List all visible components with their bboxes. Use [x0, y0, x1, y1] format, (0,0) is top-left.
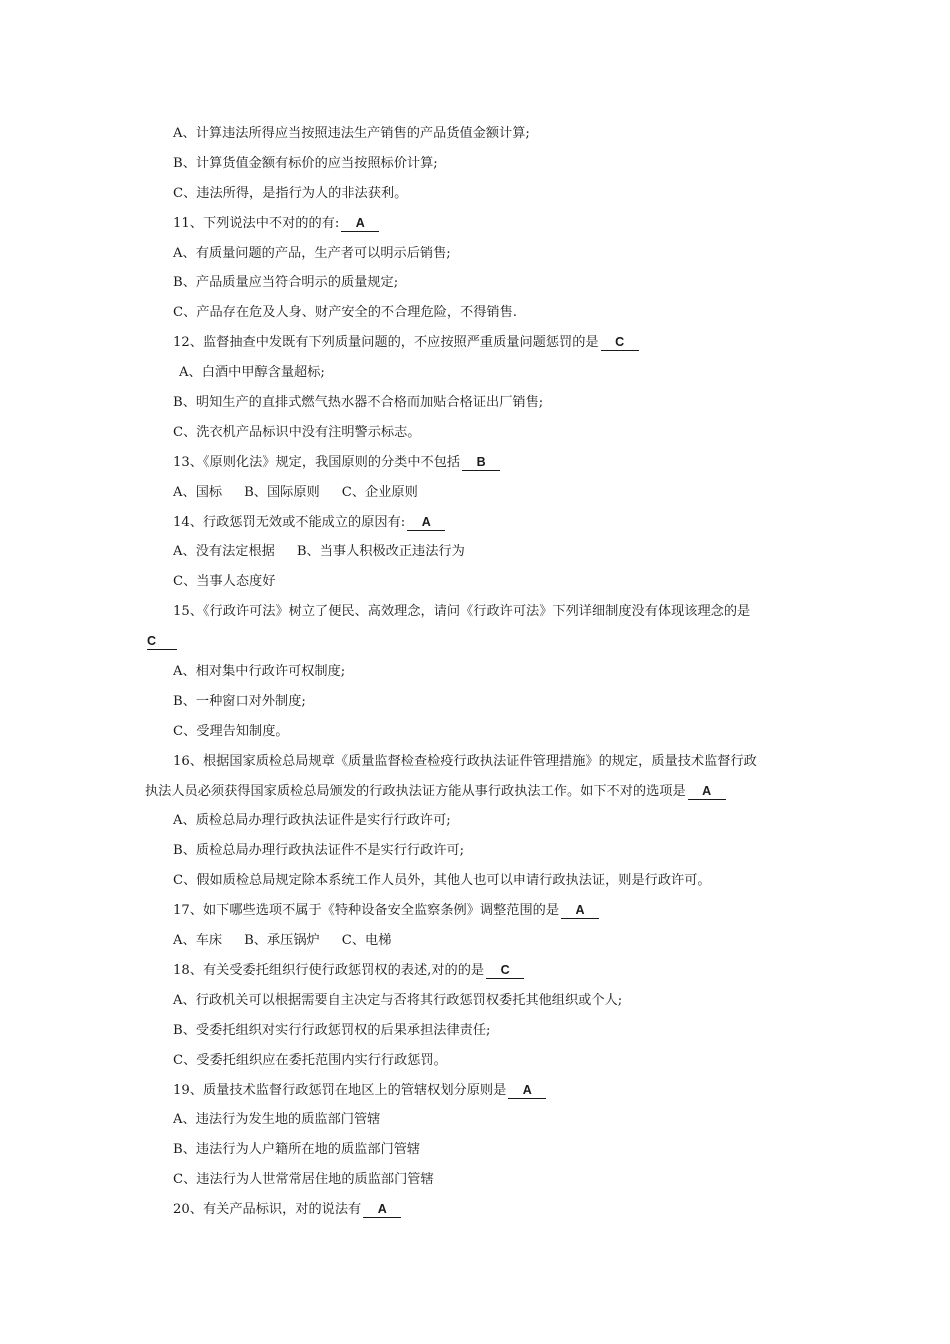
- option-line: [145, 1016, 815, 1046]
- option-text: A、没有法定根据: [173, 544, 275, 560]
- question-line: [145, 747, 815, 777]
- question-text: 13、《原则化法》规定，我国原则的分类中不包括: [173, 454, 461, 470]
- question-line: [145, 597, 815, 627]
- question-line: [145, 1076, 815, 1106]
- question-text: 17、如下哪些选项不属于《特种设备安全监察条例》调整范围的是: [173, 903, 560, 919]
- line-text: B、明知生产的直排式燃气热水器不合格而加贴合格证出厂销售;: [173, 395, 544, 411]
- line-text: B、一种窗口对外制度;: [173, 693, 306, 709]
- answer-blank: A: [407, 515, 445, 531]
- option-line: [145, 836, 815, 866]
- option-line: [145, 239, 815, 269]
- answer-blank: A: [508, 1083, 546, 1099]
- answer-blank: A: [363, 1202, 401, 1218]
- question-line: [145, 508, 815, 538]
- option-line: [145, 119, 815, 149]
- question-list: [145, 119, 815, 1225]
- line-text: A、计算违法所得应当按照违法生产销售的产品货值金额计算;: [173, 126, 530, 141]
- line-text: A、质检总局办理行政执法证件是实行行政许可;: [173, 813, 451, 829]
- option-line: [145, 149, 815, 179]
- option-line: [145, 986, 815, 1016]
- option-line: [145, 806, 815, 836]
- line-text: A、白酒中甲醇含量超标;: [179, 365, 325, 381]
- option-text: C、企业原则: [341, 484, 418, 500]
- question-text: 19、质量技术监督行政惩罚在地区上的管辖权划分原则是: [173, 1082, 507, 1098]
- question-text: 11、下列说法中不对的的有:: [173, 215, 340, 231]
- line-text: B、受委托组织对实行行政惩罚权的后果承担法律责任;: [173, 1022, 491, 1038]
- question-continuation: [145, 777, 815, 807]
- line-text: C、假如质检总局规定除本系统工作人员外，其他人也可以申请行政执法证，则是行政许可。: [173, 873, 711, 889]
- line-text: B、产品质量应当符合明示的质量规定;: [173, 275, 399, 291]
- question-text: 16、根据国家质检总局规章《质量监督检查检疫行政执法证件管理措施》的规定，质量技术监督行政: [173, 753, 757, 769]
- line-text: B、计算货值金额有标价的应当按照标价计算;: [173, 155, 438, 171]
- answer-blank: C: [486, 963, 524, 979]
- option-line: [145, 358, 815, 388]
- option-line: [145, 1135, 815, 1165]
- option-text: B、当事人积极改正违法行为: [296, 544, 465, 560]
- option-line: [145, 1165, 815, 1195]
- option-row: [145, 478, 815, 508]
- question-line: [145, 1195, 815, 1225]
- question-line: [145, 448, 815, 478]
- line-text: C、违法行为人世常常居住地的质监部门管辖: [173, 1172, 434, 1188]
- line-text: C、违法所得，是指行为人的非法获利。: [173, 185, 408, 201]
- line-text: C、洗衣机产品标识中没有注明警示标志。: [173, 424, 421, 440]
- answer-blank: C: [147, 634, 177, 650]
- option-text: A、国标: [173, 484, 223, 500]
- line-text: C、当事人态度好: [173, 574, 276, 590]
- option-line: [145, 1105, 815, 1135]
- question-text: 15、《行政许可法》树立了便民、高效理念，请问《行政许可法》下列详细制度没有体现该理念的是: [173, 604, 751, 620]
- answer-blank: C: [601, 335, 639, 351]
- line-text: A、有质量问题的产品，生产者可以明示后销售;: [173, 245, 451, 261]
- question-line: [145, 896, 815, 926]
- line-text: C、受委托组织应在委托范围内实行行政惩罚。: [173, 1052, 447, 1068]
- question-line: [145, 209, 815, 239]
- option-line: [145, 866, 815, 896]
- question-line: [145, 328, 815, 358]
- answer-blank: B: [462, 455, 500, 471]
- line-text: B、质检总局办理行政执法证件不是实行行政许可;: [173, 843, 465, 859]
- option-line: [145, 418, 815, 448]
- line-text: A、相对集中行政许可权制度;: [173, 664, 346, 680]
- line-text: A、行政机关可以根据需要自主决定与否将其行政惩罚权委托其他组织或个人;: [173, 992, 623, 1008]
- option-line: [145, 179, 815, 209]
- answer-blank: A: [561, 903, 599, 919]
- option-text: C、电梯: [341, 933, 392, 949]
- option-text: B、承压锅炉: [244, 933, 320, 949]
- option-text: B、国际原则: [244, 484, 320, 500]
- answer-blank: A: [688, 784, 726, 800]
- option-row: [145, 537, 815, 567]
- option-line: [145, 717, 815, 747]
- option-line: [145, 1046, 815, 1076]
- line-text: 执法人员必须获得国家质检总局颁发的行政执法证方能从事行政执法工作。如下不对的选项是: [145, 783, 686, 799]
- option-line: [145, 268, 815, 298]
- line-text: B、违法行为人户籍所在地的质监部门管辖: [173, 1142, 421, 1158]
- question-continuation: [145, 627, 815, 657]
- option-line: [145, 567, 815, 597]
- option-text: A、车床: [173, 933, 223, 949]
- question-text: 18、有关受委托组织行使行政惩罚权的表述,对的的是: [173, 962, 485, 978]
- question-text: 12、监督抽查中发既有下列质量问题的，不应按照严重质量问题惩罚的是: [173, 335, 599, 351]
- question-text: 20、有关产品标识，对的说法有: [173, 1202, 362, 1218]
- option-row: [145, 926, 815, 956]
- option-line: [145, 657, 815, 687]
- answer-blank: A: [341, 216, 379, 232]
- question-line: [145, 956, 815, 986]
- line-text: C、产品存在危及人身、财产安全的不合理危险，不得销售.: [173, 305, 517, 321]
- line-text: C、受理告知制度。: [173, 723, 289, 739]
- option-line: [145, 298, 815, 328]
- question-text: 14、行政惩罚无效或不能成立的原因有:: [173, 514, 406, 530]
- line-text: A、违法行为发生地的质监部门管辖: [173, 1112, 381, 1128]
- option-line: [145, 687, 815, 717]
- option-line: [145, 388, 815, 418]
